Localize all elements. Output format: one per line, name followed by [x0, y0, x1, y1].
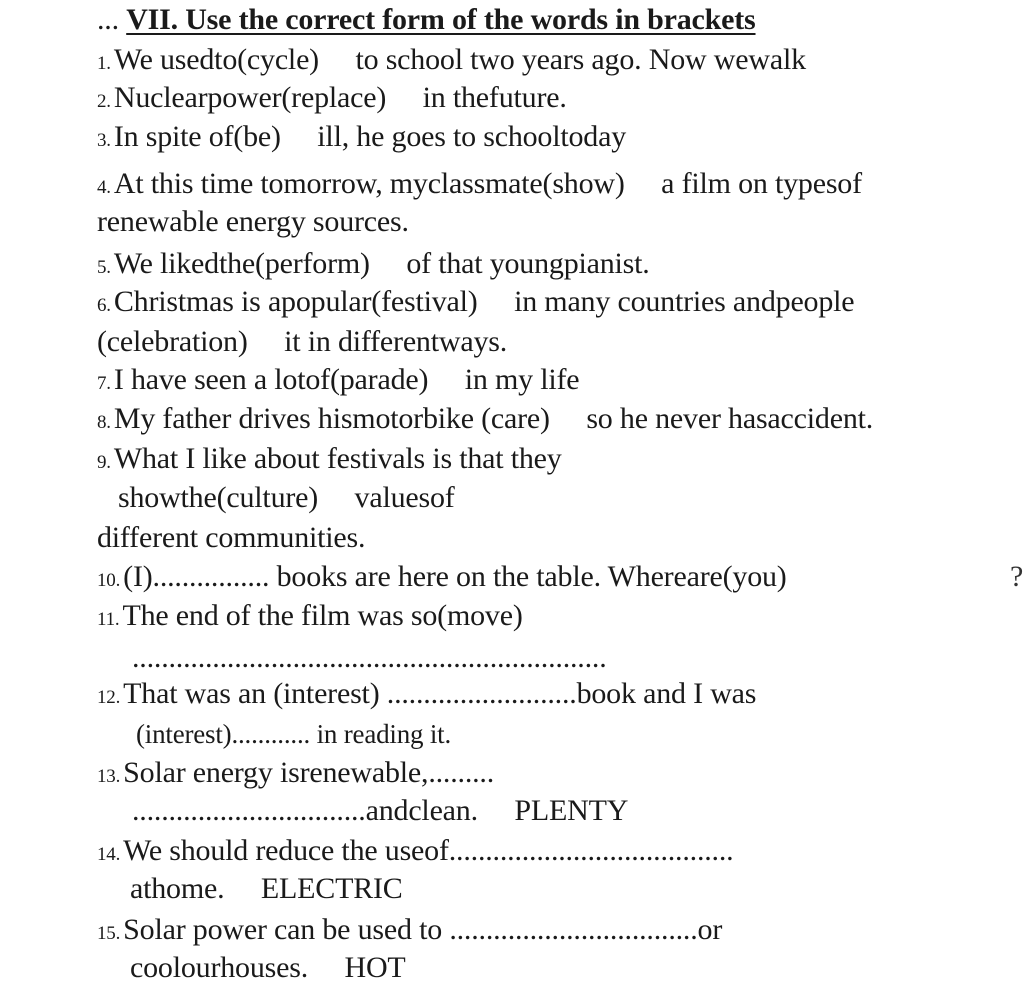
question-13-continuation: ................................andclean. PLENTY — [132, 794, 629, 827]
question-text: Solar energy isrenewable,......... — [123, 756, 495, 789]
question-text: We likedthe(perform) of that youngpianist. — [113, 247, 650, 280]
question-12 — [97, 676, 756, 716]
question-text: We should reduce the useof....................................... — [123, 834, 734, 867]
question-2 — [97, 80, 567, 120]
question-number: 1. — [97, 53, 111, 74]
question-15 — [97, 912, 722, 952]
question-mark: ? — [1010, 560, 1024, 593]
question-6-continuation: (celebration) it in differentways. — [97, 325, 508, 358]
question-14 — [97, 833, 733, 873]
question-text: (I)................ books are here on the table. Whereare(you) — [123, 560, 787, 593]
question-12-continuation: (interest)............ in reading it. — [136, 719, 452, 749]
question-4-continuation: renewable energy sources. — [97, 205, 409, 238]
question-number: 5. — [97, 257, 111, 278]
question-number: 10. — [97, 570, 121, 591]
question-number: 13. — [97, 766, 121, 787]
question-3 — [97, 119, 626, 159]
question-text: Nuclearpower(replace) in thefuture. — [113, 81, 567, 114]
exercise-title: VII. Use the correct form of the words in brackets — [126, 3, 756, 36]
question-13 — [97, 755, 494, 795]
question-text: What I like about festivals is that they — [113, 442, 562, 475]
question-text: Solar power can be used to ..................................or — [123, 913, 723, 946]
question-number: 11. — [97, 609, 120, 630]
question-10 — [97, 559, 787, 599]
question-14-continuation: athome. ELECTRIC — [130, 872, 403, 905]
question-9-continuation: showthe(culture) valuesof — [118, 481, 455, 514]
question-15-continuation: coolourhouses. HOT — [130, 951, 406, 984]
question-number: 15. — [97, 923, 121, 944]
question-5 — [97, 246, 650, 286]
question-4 — [97, 166, 862, 206]
question-number: 4. — [97, 177, 111, 198]
question-number: 14. — [97, 844, 121, 865]
question-number: 9. — [97, 452, 111, 473]
question-9 — [97, 441, 562, 481]
question-number: 2. — [97, 91, 111, 112]
question-text: The end of the film was so(move) — [122, 599, 523, 632]
question-8 — [97, 401, 873, 441]
question-7 — [97, 362, 579, 402]
question-1 — [97, 42, 806, 82]
question-9-continuation-2: different communities. — [97, 521, 366, 554]
question-text: At this time tomorrow, myclassmate(show) a film on typesof — [113, 167, 862, 200]
question-text: My father drives hismotorbike (care) so he never hasaccident. — [113, 402, 874, 435]
header-ellipsis: ... — [97, 3, 127, 36]
question-text: Christmas is apopular(festival) in many countries andpeople — [113, 285, 855, 318]
question-6 — [97, 284, 854, 324]
question-number: 12. — [97, 687, 121, 708]
question-text: In spite of(be) ill, he goes to schooltoday — [113, 120, 627, 153]
question-number: 7. — [97, 373, 111, 394]
question-11 — [97, 598, 523, 638]
answer-blank-line: ................................................................. — [132, 641, 607, 674]
question-number: 8. — [97, 412, 111, 433]
question-number: 6. — [97, 295, 111, 316]
question-text: I have seen a lotof(parade) in my life — [113, 363, 580, 396]
question-text: That was an (interest) ..........................book and I was — [123, 677, 757, 710]
question-number: 3. — [97, 130, 111, 151]
question-text: We usedto(cycle) to school two years ago. Now wewalk — [113, 43, 806, 76]
exercise-header — [97, 2, 756, 38]
